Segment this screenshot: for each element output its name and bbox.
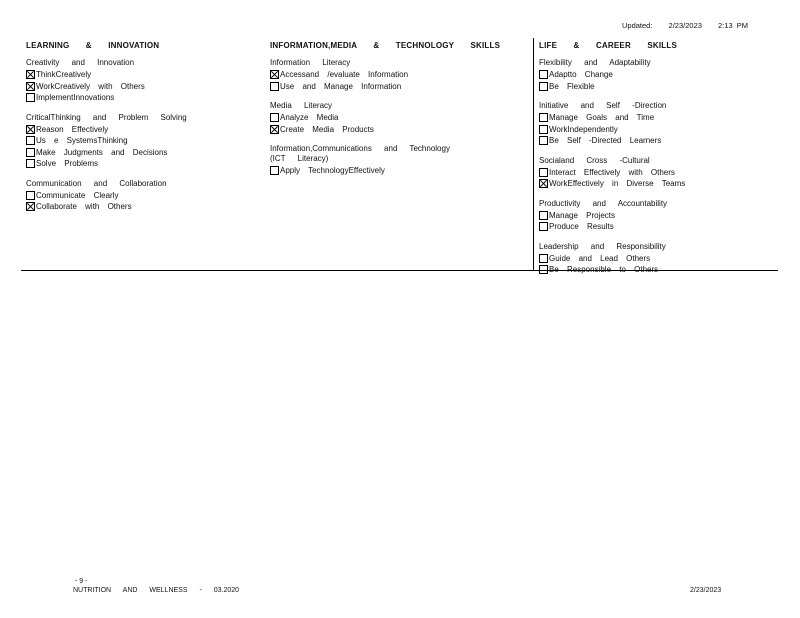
skill-group-title: Information Literacy [270, 58, 351, 67]
skill-group [539, 101, 775, 147]
skill-checkbox[interactable] [539, 265, 548, 274]
skill-label: Communicate Clearly [36, 190, 119, 200]
footer-left [73, 577, 239, 595]
skill-checkbox[interactable] [539, 168, 548, 177]
updated-stamp [622, 21, 760, 30]
skill-group [270, 144, 532, 177]
skill-group [539, 156, 775, 190]
column-divider [533, 38, 534, 270]
skill-group-title: Leadership and Responsibility [539, 241, 666, 251]
skill-label: Manage Goals and Time [549, 113, 655, 123]
skill-checkbox[interactable] [539, 70, 548, 79]
skill-group [270, 101, 532, 135]
skill-item [539, 178, 775, 190]
skill-checkbox[interactable] [539, 222, 548, 231]
skill-label: Accessand /evaluate Information [280, 70, 409, 80]
skill-group [539, 199, 775, 233]
skill-label: ImplementInnovations [36, 93, 115, 103]
skill-checkbox[interactable] [26, 159, 35, 168]
skill-checkbox[interactable] [539, 125, 548, 134]
skill-checkbox[interactable] [539, 82, 548, 91]
course-title: NUTRITION AND WELLNESS - 03.2020 [73, 587, 240, 594]
skill-checkbox[interactable] [26, 148, 35, 157]
skill-item [539, 210, 775, 222]
skill-group-title: Flexibility and Adaptability [539, 58, 651, 67]
skill-checkbox[interactable] [26, 70, 35, 79]
skill-label: Adaptto Change [549, 70, 613, 80]
skill-item [539, 81, 775, 93]
skill-checkbox[interactable] [270, 70, 279, 79]
skill-label: WorkCreatively with Others [36, 81, 145, 91]
skill-label: Analyze Media [280, 113, 339, 123]
updated-time: 2:13 PM [718, 21, 748, 30]
skill-label: WorkIndependently [549, 124, 618, 134]
skill-label: Reason Effectively [36, 124, 109, 134]
column-information-media-technology [270, 38, 532, 186]
updated-date: 2/23/2023 [668, 21, 702, 30]
skill-item [270, 124, 532, 136]
skill-label: Create Media Products [280, 124, 374, 134]
updated-label: Updated: [622, 21, 653, 30]
skill-checkbox[interactable] [26, 82, 35, 91]
skill-label: Use and Manage Information [280, 81, 402, 91]
skill-label: ThinkCreatively [36, 70, 92, 80]
skill-checkbox[interactable] [270, 125, 279, 134]
skill-item [26, 69, 261, 81]
skill-checkbox[interactable] [26, 125, 35, 134]
skill-group-title: Initiative and Self -Direction [539, 101, 667, 110]
column-life-career [539, 38, 775, 285]
skill-label: Produce Results [549, 222, 614, 232]
skill-group [539, 58, 775, 92]
skill-label: Interact Effectively with Others [549, 167, 675, 177]
skill-checkbox[interactable] [270, 113, 279, 122]
skill-item [539, 112, 775, 124]
skill-group-title: Media Literacy [270, 101, 333, 110]
skill-group [26, 179, 261, 213]
skill-checkbox[interactable] [26, 202, 35, 211]
skill-item [539, 69, 775, 81]
skill-checkbox[interactable] [270, 166, 279, 175]
skill-item [26, 190, 261, 202]
column-title: LEARNING & INNOVATION [26, 41, 160, 50]
skill-item [26, 135, 261, 147]
skill-group [26, 58, 261, 104]
skill-label: Solve Problems [36, 159, 99, 169]
skill-item [26, 92, 261, 104]
skill-checkbox[interactable] [26, 93, 35, 102]
skills-table [21, 38, 778, 275]
page-number: - 9 - [75, 578, 88, 585]
column-title: INFORMATION,MEDIA & TECHNOLOGY SKILLS [270, 41, 501, 50]
skill-label: Make Judgments and Decisions [36, 147, 168, 157]
skill-checkbox[interactable] [539, 211, 548, 220]
skill-item [539, 264, 775, 276]
skill-label: Us e SystemsThinking [36, 136, 128, 146]
skill-label: Be Self -Directed Learners [549, 136, 662, 146]
skill-checkbox[interactable] [539, 254, 548, 263]
skill-group-title: Information,Communications and Technology (ICT Literacy) [270, 144, 450, 163]
skill-item [270, 112, 532, 124]
skill-label: Be Flexible [549, 81, 595, 91]
skill-item [270, 69, 532, 81]
column-learning-innovation [26, 38, 261, 222]
skill-group [26, 113, 261, 170]
skill-checkbox[interactable] [270, 82, 279, 91]
skill-item [539, 253, 775, 265]
skill-item [270, 165, 532, 177]
skill-checkbox[interactable] [539, 136, 548, 145]
skill-group-title: CriticalThinking and Problem Solving [26, 112, 187, 122]
skill-item [539, 167, 775, 179]
skill-label: Guide and Lead Others [549, 253, 651, 263]
skill-item [26, 201, 261, 213]
skill-item [539, 221, 775, 233]
skill-group [539, 242, 775, 276]
skill-group-title: Productivity and Accountability [539, 198, 668, 208]
skill-group [270, 58, 532, 92]
skill-group-title: Socialand Cross -Cultural [539, 155, 650, 165]
skill-checkbox[interactable] [26, 191, 35, 200]
skill-checkbox[interactable] [539, 113, 548, 122]
skill-label: Manage Projects [549, 210, 616, 220]
skill-checkbox[interactable] [26, 136, 35, 145]
skill-checkbox[interactable] [539, 179, 548, 188]
skill-item [26, 124, 261, 136]
skill-group-title: Communication and Collaboration [26, 178, 167, 188]
skill-item [539, 135, 775, 147]
skill-item [26, 147, 261, 159]
skill-label: WorkEffectively in Diverse Teams [549, 179, 686, 189]
skill-item [539, 124, 775, 136]
skill-item [26, 81, 261, 93]
skill-item [270, 81, 532, 93]
skill-label: Be Responsible to Others [549, 265, 659, 275]
skill-item [26, 158, 261, 170]
column-title: LIFE & CAREER SKILLS [539, 41, 678, 50]
skill-group-title: Creativity and Innovation [26, 58, 135, 67]
footer-date: 2/23/2023 [690, 587, 722, 594]
skill-label: Collaborate with Others [36, 202, 132, 212]
skill-label: Apply TechnologyEffectively [280, 166, 385, 176]
